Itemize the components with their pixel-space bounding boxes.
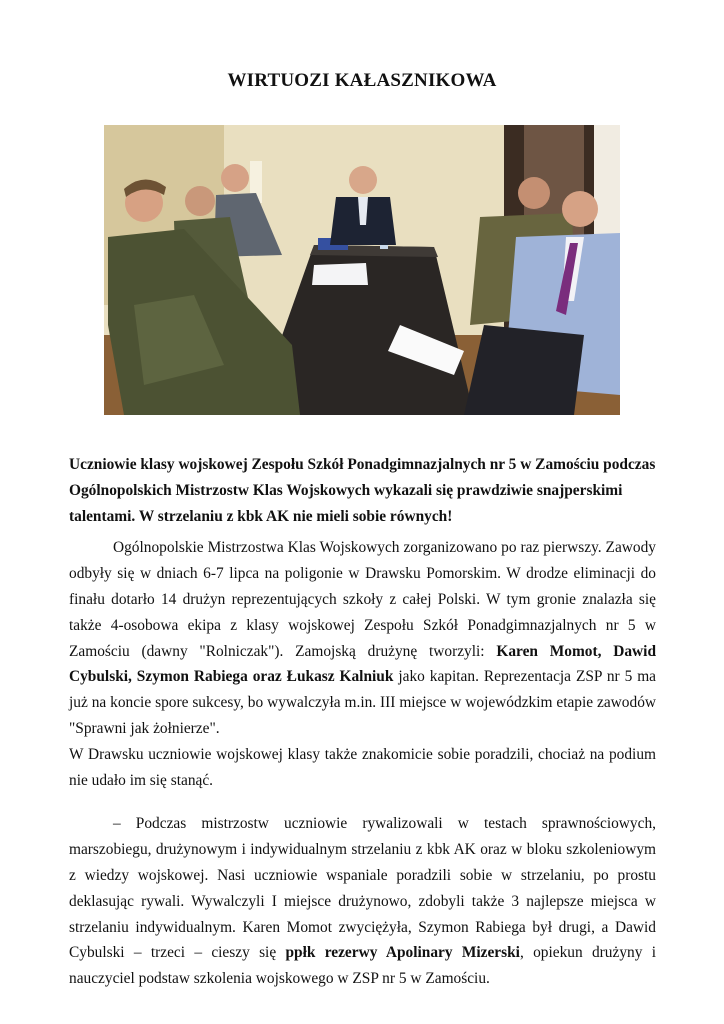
coach-name: ppłk rezerwy Apolinary Mizerski bbox=[285, 944, 520, 962]
article-title: WIRTUOZI KAŁASZNIKOWA bbox=[227, 70, 497, 91]
article-paragraph-1 bbox=[69, 535, 656, 741]
paragraph-3-text-b: , opiekun drużyny i nauczyciel podstaw szkolenia wojskowego w ZSP nr 5 w Zamościu. bbox=[69, 944, 656, 988]
team-members: Karen Momot, Dawid Cybulski, Szymon Rabiega oraz Łukasz Kalniuk bbox=[69, 642, 656, 686]
article-body bbox=[69, 452, 656, 992]
article-paragraph-2: W Drawsku uczniowie wojskowej klasy także znakomicie sobie poradzili, chociaż na podium nie udało im się stanąć. bbox=[69, 745, 656, 789]
group-photo bbox=[104, 125, 620, 415]
paragraph-1-text-a: Ogólnopolskie Mistrzostwa Klas Wojskowych zorganizowano po raz pierwszy. Zawody odbyły się w dniach 6-7 lipca na poligonie w Drawsku Pomorskim. W drodze eliminacji do finału dotarło 14 drużyn reprezentujących szkoły z całej Polski. W tym gronie znalazła się także 4-osobowa ekipa z klasy wojskowej Zespołu Szkół Ponadgimnazjalnych nr 5 w Zamościu (dawny "Rolniczak"). Zamojską drużynę tworzyli: bbox=[69, 539, 656, 660]
paragraph-3-text-a: – Podczas mistrzostw uczniowie rywalizowali w testach sprawnościowych, marszobiegu, drużynowym i indywidualnym strzelaniu z kbk AK oraz w bloku szkoleniowym z wiedzy wojskowej. Nasi uczniowie wspaniale poradzili sobie w strzelaniu, po prostu deklasując rywali. Wywalczyli I miejsce drużynowo, zdobyli także 3 najlepsze miejsca w strzelaniu indywidualnym. Karen Momot zwyciężyła, Szymon Rabiega był drugi, a Dawid Cybulski – trzeci – cieszy się bbox=[69, 815, 656, 962]
article-paragraph-3 bbox=[69, 811, 656, 992]
article-lead: Uczniowie klasy wojskowej Zespołu Szkół Ponadgimnazjalnych nr 5 w Zamościu podczas Ogólnopolskich Mistrzostw Klas Wojskowych wykazali się prawdziwie snajperskimi talentami. W strzelaniu z kbk AK nie mieli sobie równych! bbox=[69, 456, 656, 525]
paragraph-1-text-b: jako kapitan. Reprezentacja ZSP nr 5 ma już na koncie spore sukcesy, bo wywalczyła m.in. III miejsce w wojewódzkim etapie zawodów "Sprawni jak żołnierze". bbox=[69, 668, 657, 737]
